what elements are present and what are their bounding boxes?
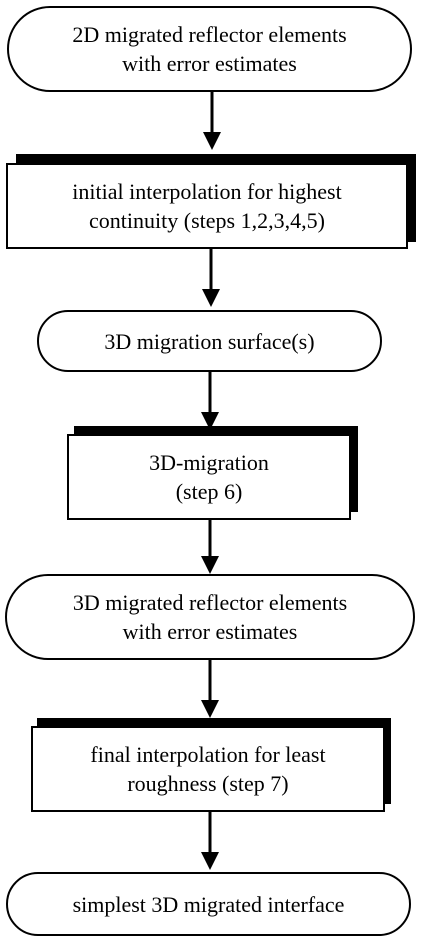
node-label: [90, 740, 325, 798]
node-label-line: with error estimates: [122, 619, 298, 644]
node-label-line: final interpolation for least: [90, 742, 326, 767]
node-3d-migration: [67, 434, 351, 520]
node-final-interpolation: [31, 726, 385, 812]
node-label: [104, 327, 314, 356]
node-label-line: 3D-migration: [149, 450, 269, 475]
node-label-line: simplest 3D migrated interface: [72, 891, 345, 917]
node-label-line: 3D migration surface(s): [104, 328, 315, 354]
node-label-line: initial interpolation for highest: [72, 179, 342, 204]
node-label-line: 3D migrated reflector elements: [72, 590, 348, 615]
node-2d-migrated-elements: [7, 6, 412, 92]
arrow-down-icon: [199, 249, 223, 314]
node-label-line: with error estimates: [122, 51, 297, 76]
arrow-down-icon: [198, 660, 222, 725]
node-label-line: 2D migrated reflector elements: [72, 22, 347, 47]
node-label: [72, 177, 341, 235]
node-3d-migration-surfaces: [37, 310, 382, 372]
node-initial-interpolation: [6, 163, 408, 249]
arrow-down-icon: [200, 92, 224, 157]
node-label: [72, 20, 346, 78]
arrow-down-icon: [198, 520, 222, 581]
node-label: [73, 890, 345, 919]
node-simplest-3d-interface: [6, 872, 411, 936]
node-label-line: roughness (step 7): [127, 771, 289, 796]
node-label-line: (step 6): [175, 479, 243, 504]
node-label-line: continuity (steps 1,2,3,4,5): [89, 208, 325, 233]
node-3d-migrated-elements: [5, 574, 415, 660]
arrow-down-icon: [198, 812, 222, 877]
node-label: [73, 588, 347, 646]
node-label: [149, 448, 269, 506]
